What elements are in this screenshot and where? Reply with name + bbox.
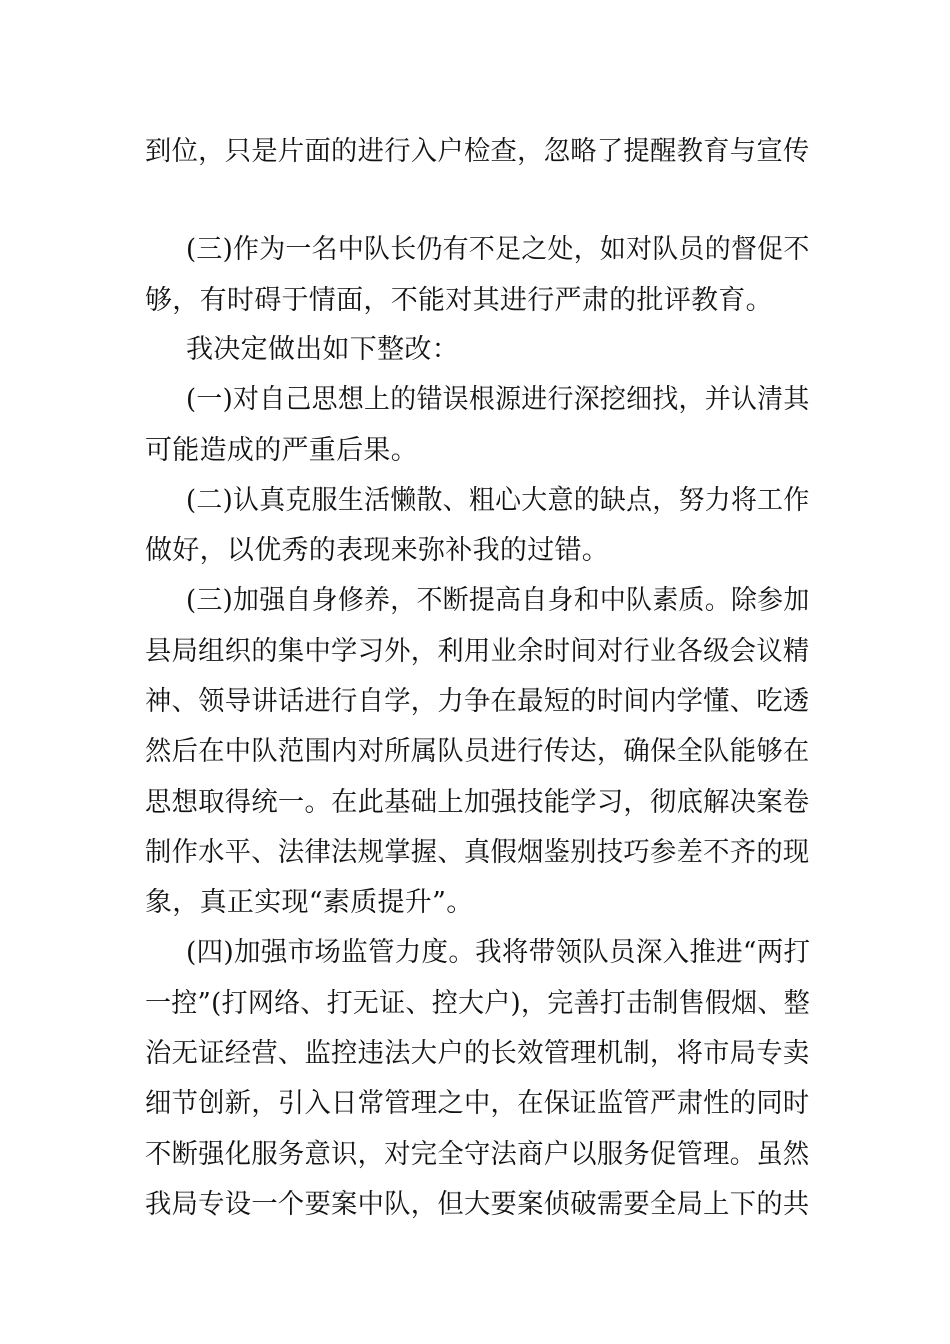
text-line: 我决定做出如下整改： [186,334,459,365]
text-line: 然后在中队范围内对所属队员进行传达，确保全队能够在 [145,736,810,767]
text-line: 一控”(打网络、打无证、控大户)，完善打击制售假烟、整 [145,988,811,1019]
text-line: (三)作为一名中队长仍有不足之处，如对队员的督促不 [186,234,810,265]
text-line: 到位，只是片面的进行入户检查，忽略了提醒教育与宣传 [145,136,810,167]
text-line: (四)加强市场监管力度。我将带领队员深入推进“两打 [186,937,811,968]
text-line: (一)对自己思想上的错误根源进行深挖细找，并认清其 [186,384,810,415]
text-line: 够，有时碍于情面，不能对其进行严肃的批评教育。 [145,285,773,316]
text-line: 我局专设一个要案中队，但大要案侦破需要全局上下的共 [145,1189,810,1220]
text-line: 县局组织的集中学习外，利用业余时间对行业各级会议精 [145,636,810,667]
text-line: 细节创新，引入日常管理之中，在保证监管严肃性的同时 [145,1088,810,1119]
text-line: 思想取得统一。在此基础上加强技能学习，彻底解决案卷 [145,787,810,818]
text-line: 治无证经营、监控违法大户的长效管理机制，将市局专卖 [145,1038,810,1069]
text-line: (三)加强自身修养，不断提高自身和中队素质。除参加 [186,585,810,616]
text-line: (二)认真克服生活懒散、粗心大意的缺点，努力将工作 [186,485,810,516]
text-line: 神、领导讲话进行自学，力争在最短的时间内学懂、吃透 [145,686,810,717]
text-line: 象，真正实现“素质提升”。 [145,887,474,918]
text-line: 做好，以优秀的表现来弥补我的过错。 [145,535,610,566]
text-line: 可能造成的严重后果。 [145,435,418,466]
text-line: 不断强化服务意识，对完全守法商户以服务促管理。虽然 [145,1139,810,1170]
text-line: 制作水平、法律法规掌握、真假烟鉴别技巧参差不齐的现 [145,837,810,868]
